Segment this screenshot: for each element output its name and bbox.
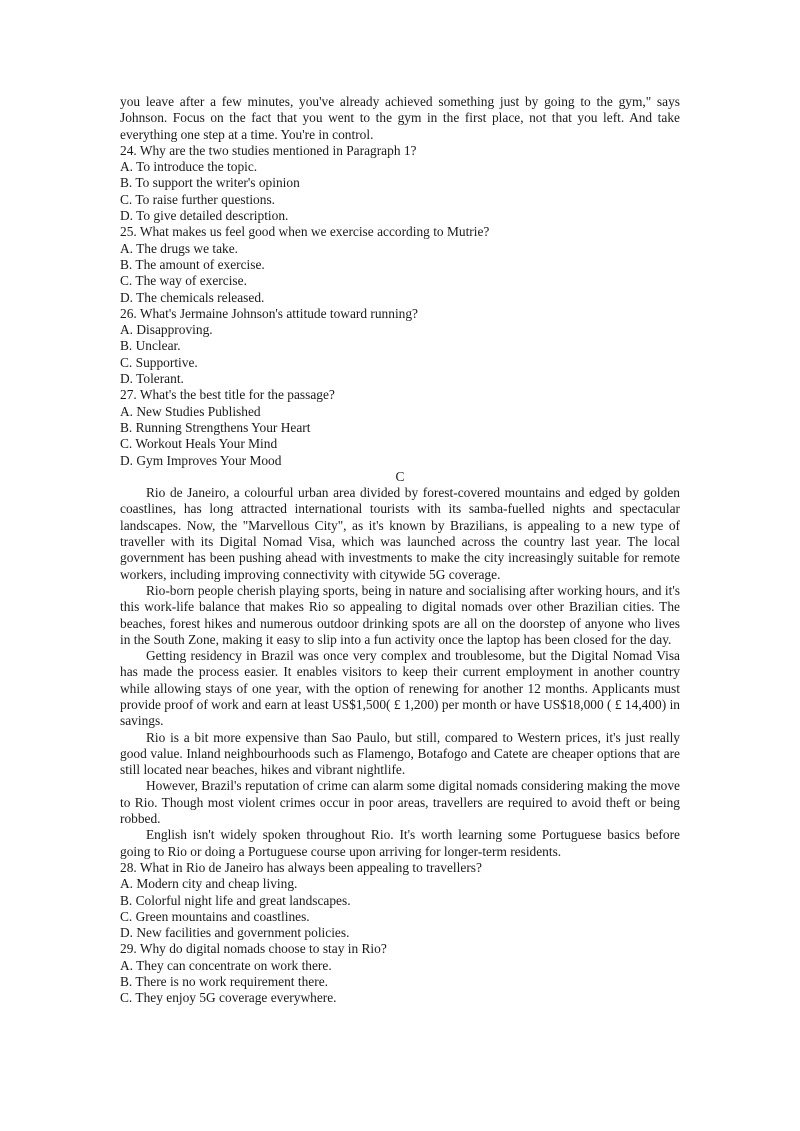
answer-option: A. They can concentrate on work there. xyxy=(120,957,332,973)
answer-option: B. Running Strengthens Your Heart xyxy=(120,419,311,435)
answer-option: A. Disapproving. xyxy=(120,322,213,338)
question-stem: 24. Why are the two studies mentioned in Paragraph 1? xyxy=(120,142,417,158)
passage-paragraph: Rio-born people cherish playing sports, being in nature and socialising after working hours, and it's this work-life balance that makes Rio so appealing to digital nomads over other Brazilian cities. The beaches, forest hikes and numerous outdoor drinking spots are all on the doorstep of anyone who lives in the South Zone, making it easy to slip into a fun activity once the laptop has been closed for the day. xyxy=(120,582,680,647)
answer-option: D. To give detailed description. xyxy=(120,208,289,224)
question-27 xyxy=(120,387,680,468)
question-28 xyxy=(120,860,680,941)
answer-option: A. New Studies Published xyxy=(120,403,261,419)
answer-option: B. Colorful night life and great landscapes. xyxy=(120,892,351,908)
question-stem: 29. Why do digital nomads choose to stay in Rio? xyxy=(120,941,387,957)
answer-option: D. Tolerant. xyxy=(120,371,184,387)
answer-option: C. Supportive. xyxy=(120,354,198,370)
question-25 xyxy=(120,224,680,305)
question-29 xyxy=(120,941,680,1006)
question-stem: 28. What in Rio de Janeiro has always been appealing to travellers? xyxy=(120,859,482,875)
answer-option: C. They enjoy 5G coverage everywhere. xyxy=(120,990,337,1006)
question-26 xyxy=(120,306,680,387)
answer-option: D. Gym Improves Your Mood xyxy=(120,452,282,468)
passage-paragraph: However, Brazil's reputation of crime can alarm some digital nomads considering making the move to Rio. Though most violent crimes occur in poor areas, travellers are required to avoid theft or being robbed. xyxy=(120,778,680,827)
answer-option: B. The amount of exercise. xyxy=(120,256,265,272)
passage-paragraph: Rio de Janeiro, a colourful urban area divided by forest-covered mountains and edged by golden coastlines, has long attracted international tourists with its samba-fuelled nights and spectacular landscapes. Now, the "Marvellous City", as it's known by Brazilians, is appealing to a new type of traveller with its Digital Nomad Visa, which was launched across the country last year. The local government has been pushing ahead with investments to make the city increasingly suitable for remote workers, including improving connectivity with citywide 5G coverage. xyxy=(120,485,680,582)
intro-paragraph: you leave after a few minutes, you've already achieved something just by going to the gym," says Johnson. Focus on the fact that you went to the gym in the first place, not that you left. And take everything one step at a time. You're in control. xyxy=(120,94,680,142)
passage-paragraph: Rio is a bit more expensive than Sao Paulo, but still, compared to Western prices, it's just really good value. Inland neighbourhoods such as Flamengo, Botafogo and Catete are cheaper options that are still located near beaches, hikes and vibrant nightlife. xyxy=(120,729,680,778)
answer-option: D. The chemicals released. xyxy=(120,289,265,305)
question-stem: 26. What's Jermaine Johnson's attitude toward running? xyxy=(120,305,419,321)
question-stem: 25. What makes us feel good when we exercise according to Mutrie? xyxy=(120,224,490,240)
passage-paragraph: Getting residency in Brazil was once very complex and troublesome, but the Digital Nomad Visa has made the process easier. It enables visitors to keep their current employment in another country while allowing stays of one year, with the option of renewing for another 12 months. Applicants must provide proof of work and earn at least US$1,500( £ 1,200) per month or have US$18,000 ( £ 14,400) in savings. xyxy=(120,648,680,729)
answer-option: C. Green mountains and coastlines. xyxy=(120,908,310,924)
question-24 xyxy=(120,143,680,224)
answer-option: B. Unclear. xyxy=(120,338,181,354)
answer-option: B. There is no work requirement there. xyxy=(120,974,328,990)
answer-option: B. To support the writer's opinion xyxy=(120,175,300,191)
exam-page xyxy=(120,94,680,1007)
answer-option: D. New facilities and government policies. xyxy=(120,925,350,941)
answer-option: C. Workout Heals Your Mind xyxy=(120,436,278,452)
question-stem: 27. What's the best title for the passage? xyxy=(120,387,335,403)
answer-option: A. Modern city and cheap living. xyxy=(120,876,298,892)
answer-option: A. To introduce the topic. xyxy=(120,159,258,175)
answer-option: C. To raise further questions. xyxy=(120,191,276,207)
passage-paragraph: English isn't widely spoken throughout Rio. It's worth learning some Portuguese basics before going to Rio or doing a Portuguese course upon arriving for longer-term residents. xyxy=(120,827,680,859)
answer-option: A. The drugs we take. xyxy=(120,240,239,256)
answer-option: C. The way of exercise. xyxy=(120,273,247,289)
section-heading: C xyxy=(395,468,405,484)
